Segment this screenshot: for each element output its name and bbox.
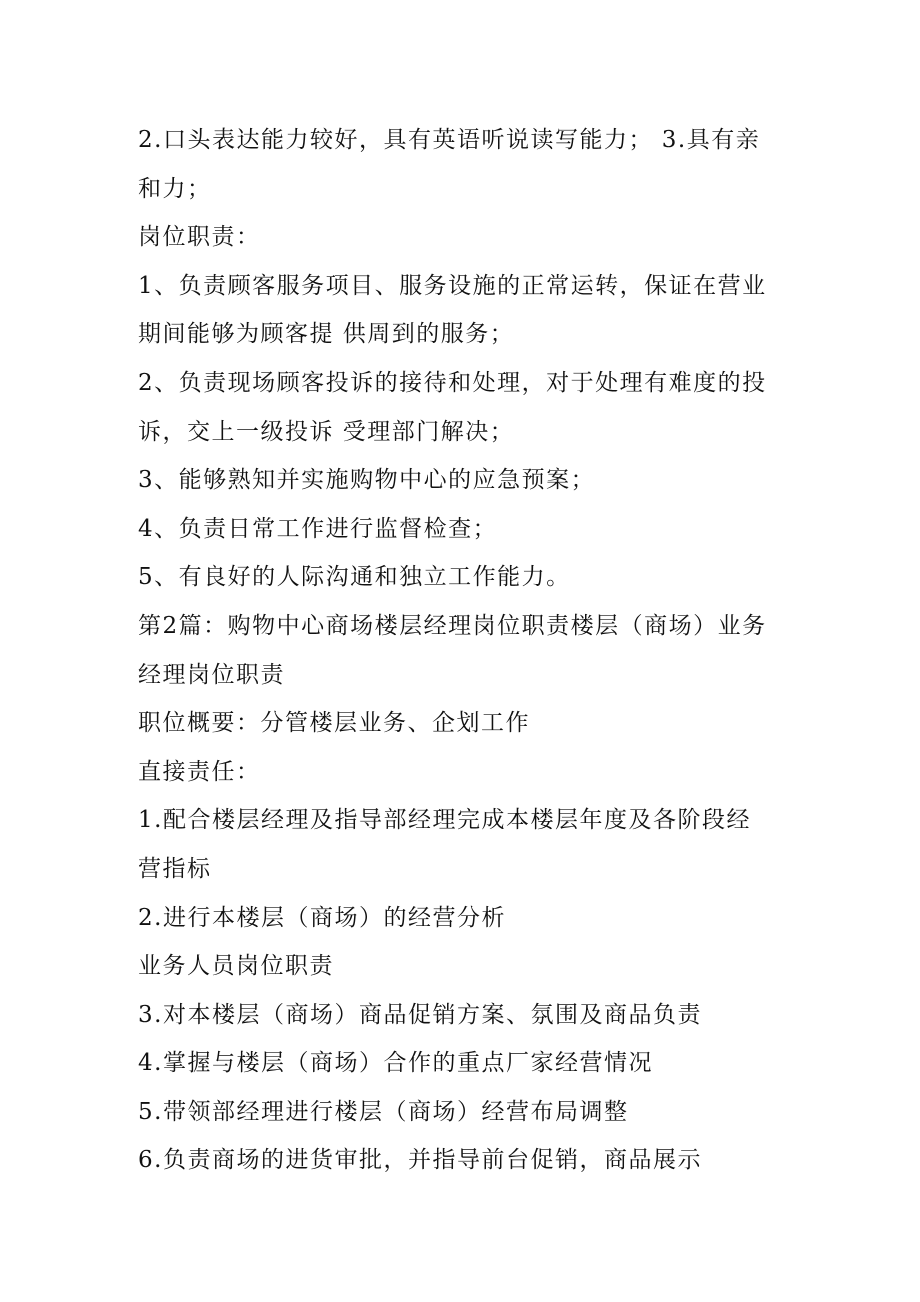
text-line: 5、有良好的人际沟通和独立工作能力。: [138, 564, 571, 591]
text-line: 诉，交上一级投诉 受理部门解决；: [138, 418, 515, 445]
text-line: 营指标: [138, 855, 212, 882]
text-line: 2、负责现场顾客投诉的接待和处理，对于处理有难度的投: [138, 369, 767, 396]
section-heading: 业务人员岗位职责: [138, 953, 334, 980]
text-line: 3.对本楼层（商场）商品促销方案、氛围及商品负责: [138, 1001, 702, 1028]
text-line: 4、负责日常工作进行监督检查；: [138, 515, 498, 542]
section-heading: 岗位职责：: [138, 224, 261, 251]
text-line: 5.带领部经理进行楼层（商场）经营布局调整: [138, 1098, 629, 1125]
text-line: 2.口头表达能力较好，具有英语听说读写能力； 3.具有亲: [138, 127, 761, 153]
document-body: [138, 116, 788, 1185]
text-line: 职位概要：分管楼层业务、企划工作: [138, 710, 530, 737]
text-line: 6.负责商场的进货审批，并指导前台促销，商品展示: [138, 1147, 702, 1174]
text-line: 3、能够熟知并实施购物中心的应急预案；: [138, 467, 596, 494]
text-line: 1.配合楼层经理及指导部经理完成本楼层年度及各阶段经: [138, 807, 751, 834]
text-line: 4.掌握与楼层（商场）合作的重点厂家经营情况: [138, 1050, 653, 1077]
text-line: 和力；: [138, 175, 212, 202]
text-line: 期间能够为顾客提 供周到的服务；: [138, 321, 515, 348]
text-line: 1、负责顾客服务项目、服务设施的正常运转，保证在营业: [138, 272, 767, 299]
chapter-title: 第2篇：购物中心商场楼层经理岗位职责楼层（商场）业务: [138, 612, 767, 639]
section-heading: 直接责任：: [138, 758, 261, 785]
chapter-title: 经理岗位职责: [138, 661, 285, 688]
text-line: 2.进行本楼层（商场）的经营分析: [138, 904, 506, 931]
